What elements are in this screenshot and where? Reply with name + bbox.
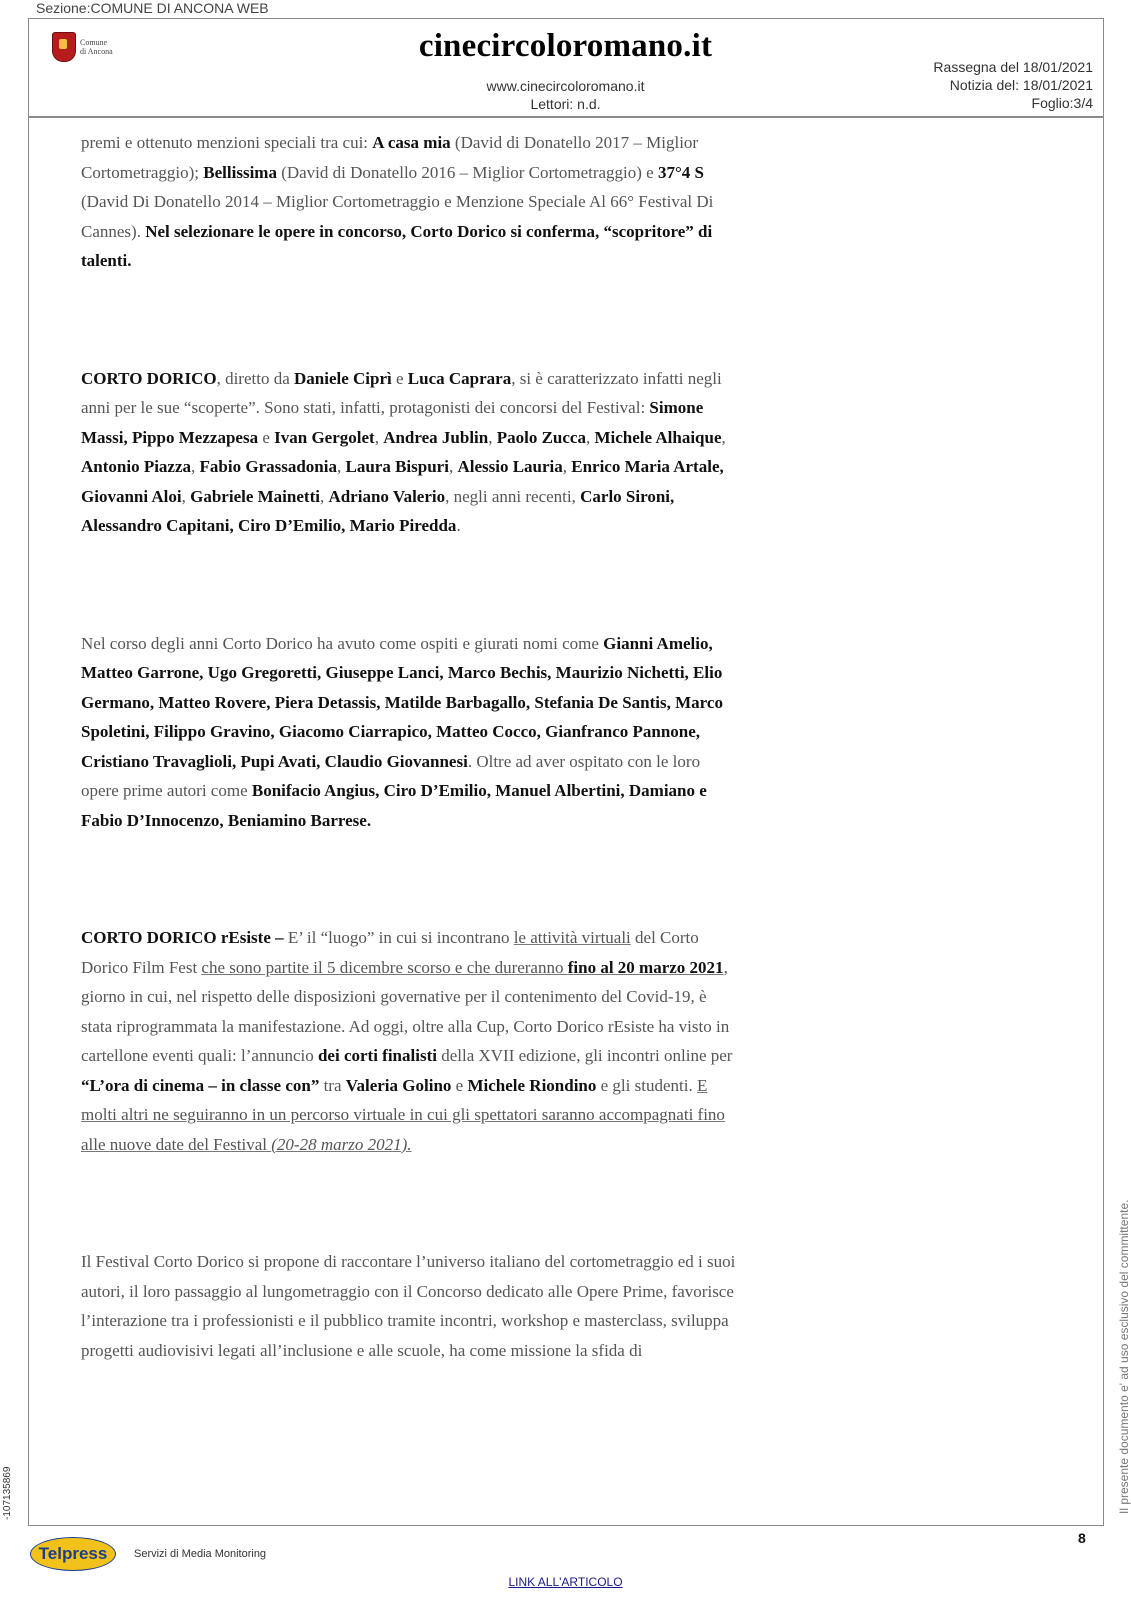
- notizia-date: Notizia del: 18/01/2021: [949, 77, 1093, 93]
- paragraph-resiste: CORTO DORICO rEsiste – E’ il “luogo” in cui si incontrano le attività virtuali del Corto Dorico Film Fest che sono partite il 5 dicembre scorso e che dureranno fino al 20 marzo 2021, giorno in cui, nel rispetto delle disposizioni governative per il contenimento del Covid-19, è stata riprogrammata la manifestazione. Ad oggi, oltre alla Cup, Corto Dorico rEsiste ha visto in cartellone eventi quali: l’annuncio dei corti finalisti della XVII edizione, gli incontri online per “L’ora di cinema – in classe con” tra Valeria Golino e Michele Riondino e gli studenti. E molti altri ne seguiranno in un percorso virtuale in cui gli spettatori saranno accompagnati fino alle nuove date del Festival (20-28 marzo 2021).: [81, 928, 733, 1154]
- article-body: [81, 128, 741, 1365]
- header-divider: [28, 116, 1104, 118]
- paragraph-guests: Nel corso degli anni Corto Dorico ha avuto come ospiti e giurati nomi come Gianni Amelio, Matteo Garrone, Ugo Gregoretti, Giuseppe Lanci, Marco Bechis, Maurizio Nichetti, Elio Germano, Matteo Rovere, Piera Detassis, Matilde Barbagallo, Stefania De Santis, Marco Spoletini, Filippo Gravino, Giacomo Ciarrapico, Matteo Cocco, Gianfranco Pannone, Cristiano Travaglioli, Pupi Avati, Claudio Giovannesi. Oltre ad aver ospitato con le loro opere prime autori come Bonifacio Angius, Ciro D’Emilio, Manuel Albertini, Damiano e Fabio D’Innocenzo, Beniamino Barrese.: [81, 633, 723, 830]
- article-link[interactable]: LINK ALL'ARTICOLO: [508, 1575, 623, 1589]
- paragraph-mission: Il Festival Corto Dorico si propone di raccontare l’universo italiano del cortometraggio ed i suoi autori, il loro passaggio al lungometraggio con il Concorso dedicato alle Opere Prime, favorisce l’interazione tra i professionisti e il pubblico tramite incontri, workshop e masterclass, sviluppa progetti audiovisivi legati all’inclusione e alle scuole, ha come missione la sfida di: [81, 1252, 736, 1360]
- foglio-number: Foglio:3/4: [1031, 95, 1093, 111]
- section-label: Sezione:COMUNE DI ANCONA WEB: [36, 0, 269, 16]
- usage-disclaimer: Il presente documento e' ad uso esclusivo del committente.: [1117, 1199, 1131, 1514]
- logo-line-1: Comune: [80, 38, 108, 47]
- telpress-logo: Telpress: [30, 1537, 116, 1571]
- rassegna-date: Rassegna del 18/01/2021: [933, 59, 1093, 75]
- paragraph-awards: premi e ottenuto menzioni speciali tra cui: A casa mia (David di Donatello 2017 – Miglior Cortometraggio); Bellissima (David di Donatello 2016 – Miglior Cortometraggio) e 37°4 S (David Di Donatello 2014 – Miglior Cortometraggio e Menzione Speciale Al 66° Festival Di Cannes). Nel selezionare le opere in concorso, Corto Dorico si conferma, “scopritore” di talenti.: [81, 133, 714, 270]
- page-number: 8: [1078, 1530, 1086, 1546]
- site-url: www.cinecircoloromano.it: [486, 78, 645, 94]
- paragraph-discoveries: CORTO DORICO, diretto da Daniele Ciprì e Luca Caprara, si è caratterizzato infatti negli anni per le sue “scoperte”. Sono stati, infatti, protagonisti dei concorsi del Festival: Simone Massi, Pippo Mezzapesa e Ivan Gergolet, Andrea Jublin, Paolo Zucca, Michele Alhaique, Antonio Piazza, Fabio Grassadonia, Laura Bispuri, Alessio Lauria, Enrico Maria Artale, Giovanni Aloi, Gabriele Mainetti, Adriano Valerio, negli anni recenti, Carlo Sironi, Alessandro Capitani, Ciro D’Emilio, Mario Piredda.: [81, 368, 726, 535]
- service-tagline: Servizi di Media Monitoring: [134, 1548, 267, 1560]
- logo-line-2: di Ancona: [80, 47, 113, 56]
- press-review-meta: [933, 58, 1093, 112]
- readers-count: Lettori: n.d.: [530, 96, 601, 112]
- site-name: cinecircoloromano.it: [418, 28, 713, 64]
- document-id: -107135869: [2, 1466, 13, 1520]
